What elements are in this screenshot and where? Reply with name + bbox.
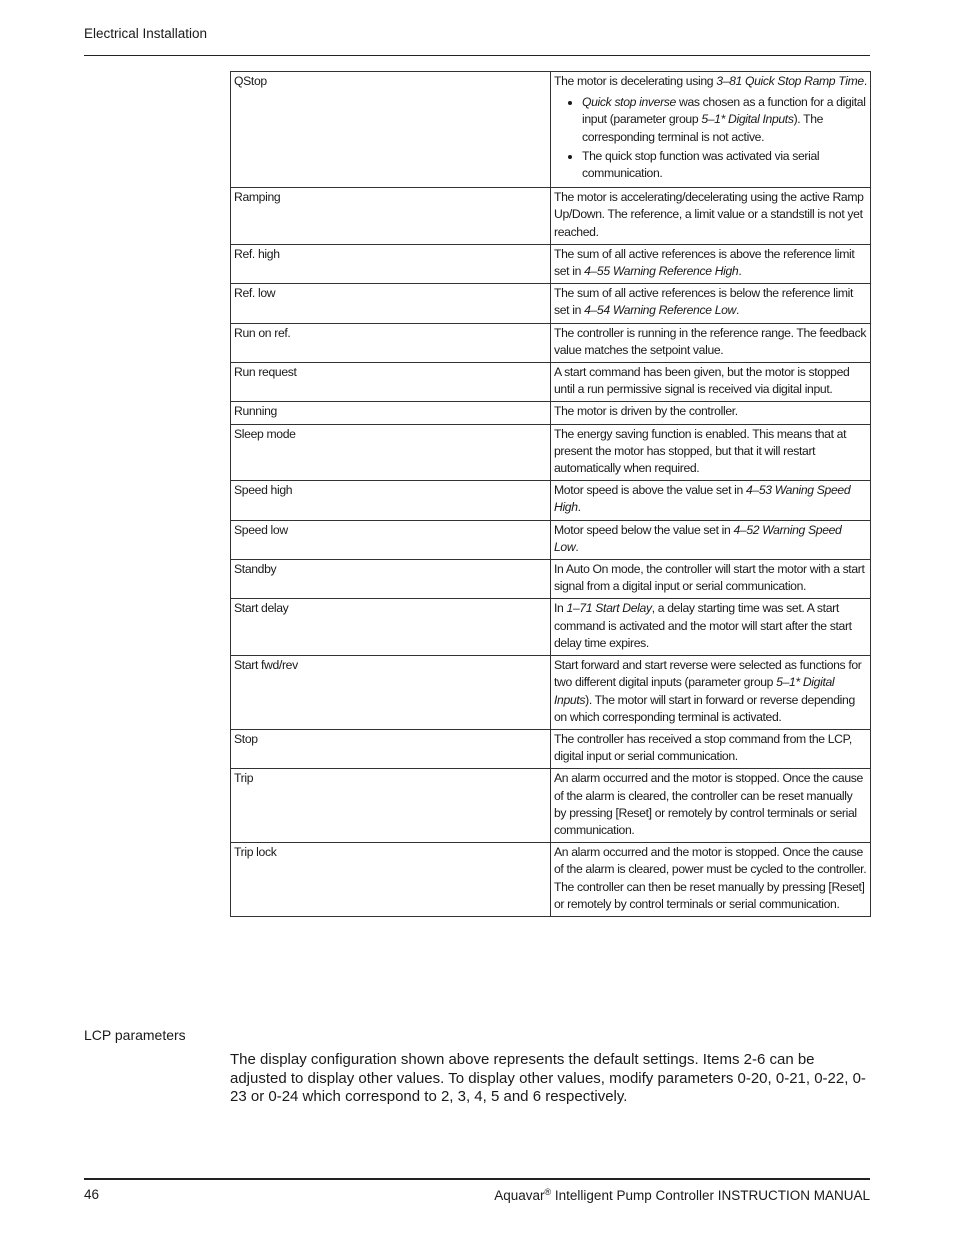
parameter-reference: Quick stop inverse bbox=[582, 95, 676, 110]
bullet-list bbox=[554, 94, 867, 182]
table-row bbox=[231, 769, 871, 843]
state-description bbox=[551, 729, 871, 768]
state-description bbox=[551, 188, 871, 245]
description-text bbox=[554, 522, 867, 556]
state-name: Trip lock bbox=[231, 843, 551, 917]
table-row bbox=[231, 284, 871, 323]
manual-title-text: Intelligent Pump Controller INSTRUCTION MANUAL bbox=[551, 1188, 870, 1203]
table-row bbox=[231, 363, 871, 402]
state-name: Trip bbox=[231, 769, 551, 843]
state-name: Speed high bbox=[231, 481, 551, 520]
parameter-reference: 4–54 Warning Reference Low bbox=[584, 303, 736, 318]
description-text bbox=[554, 73, 867, 90]
text-run: The controller has received a stop command from the LCP, digital input or serial communication. bbox=[554, 731, 852, 764]
state-description bbox=[551, 244, 871, 283]
parameter-reference: 5–1* Digital Inputs bbox=[701, 112, 794, 127]
text-run: Motor speed below the value set in bbox=[554, 522, 734, 537]
state-name: Run request bbox=[231, 363, 551, 402]
table-row bbox=[231, 560, 871, 599]
parameter-reference: 1–71 Start Delay bbox=[566, 601, 652, 616]
state-description bbox=[551, 481, 871, 520]
table-row bbox=[231, 424, 871, 481]
state-name: QStop bbox=[231, 72, 551, 188]
text-run: The quick stop function was activated via serial communication. bbox=[582, 148, 820, 181]
state-name: Standby bbox=[231, 560, 551, 599]
text-run: A start command has been given, but the motor is stopped until a run permissive signal is received via digital input. bbox=[554, 365, 850, 397]
state-description bbox=[551, 424, 871, 481]
table-row bbox=[231, 402, 871, 424]
text-run: . bbox=[577, 500, 581, 515]
table-row bbox=[231, 481, 871, 520]
text-run: An alarm occurred and the motor is stopped. Once the cause of the alarm is cleared, the controller can be reset manually by pressing [Reset] or remotely by control terminals or serial communication. bbox=[554, 771, 863, 837]
table-row bbox=[231, 843, 871, 917]
state-name: Ramping bbox=[231, 188, 551, 245]
table-row bbox=[231, 323, 871, 362]
footer-rule bbox=[84, 1178, 870, 1180]
state-description bbox=[551, 599, 871, 656]
text-run: In bbox=[554, 601, 567, 616]
parameter-reference: 4–52 Warning Speed Low bbox=[554, 522, 842, 554]
lcp-parameters-heading: LCP parameters bbox=[84, 1027, 186, 1043]
parameter-reference: 3–81 Quick Stop Ramp Time bbox=[716, 74, 864, 88]
state-name: Speed low bbox=[231, 520, 551, 559]
description-text bbox=[554, 600, 867, 652]
state-description bbox=[551, 656, 871, 730]
table-row bbox=[231, 188, 871, 245]
description-text bbox=[554, 561, 867, 595]
state-description bbox=[551, 284, 871, 323]
state-description bbox=[551, 769, 871, 843]
state-description bbox=[551, 323, 871, 362]
parameter-reference: 4–55 Warning Reference High bbox=[584, 264, 739, 279]
state-name: Ref. high bbox=[231, 244, 551, 283]
description-text bbox=[554, 657, 867, 726]
table-row bbox=[231, 244, 871, 283]
text-run: was chosen as a function for a digital input (parameter group bbox=[582, 95, 866, 127]
description-text bbox=[554, 731, 867, 765]
text-run: . bbox=[863, 74, 867, 88]
table-row bbox=[231, 656, 871, 730]
text-run: Start forward and start reverse were selected as functions for two different digital inputs (parameter group bbox=[554, 658, 862, 690]
table-row bbox=[231, 599, 871, 656]
text-run: . bbox=[738, 264, 742, 279]
list-item bbox=[582, 148, 867, 182]
table-row bbox=[231, 72, 871, 188]
state-description bbox=[551, 560, 871, 599]
text-run: . bbox=[575, 539, 579, 554]
description-text bbox=[554, 403, 867, 420]
text-run: ). The motor will start in forward or reverse depending on which corresponding terminal is activated. bbox=[554, 692, 855, 724]
text-run: Motor speed is above the value set in bbox=[554, 483, 746, 498]
state-description bbox=[551, 363, 871, 402]
text-run: . bbox=[736, 303, 740, 318]
state-description bbox=[551, 520, 871, 559]
text-run: In Auto On mode, the controller will start the motor with a start signal from a digital input or serial communication. bbox=[554, 562, 865, 594]
registered-mark: ® bbox=[544, 1187, 552, 1197]
description-text bbox=[554, 482, 867, 516]
description-text bbox=[554, 844, 867, 913]
header-rule bbox=[84, 55, 870, 56]
text-run: , a delay starting time was set. A start command is activated and the motor will start after the start delay time expires. bbox=[554, 601, 852, 650]
state-name: Ref. low bbox=[231, 284, 551, 323]
state-description bbox=[551, 72, 871, 188]
text-run: The sum of all active references is below the reference limit set in bbox=[554, 286, 854, 318]
state-name: Running bbox=[231, 402, 551, 424]
brand-name: Aquavar bbox=[494, 1188, 545, 1203]
state-name: Start fwd/rev bbox=[231, 656, 551, 730]
page-number: 46 bbox=[84, 1187, 100, 1202]
list-item bbox=[582, 94, 867, 146]
text-run: The motor is accelerating/decelerating using the active Ramp Up/Down. The reference, a limit value or a standstill is not yet reached. bbox=[554, 190, 864, 239]
text-run: The controller is running in the reference range. The feedback value matches the setpoint value. bbox=[554, 325, 867, 357]
text-run: ). The corresponding terminal is not active. bbox=[582, 112, 824, 144]
running-header: Electrical Installation bbox=[84, 26, 208, 41]
text-run: The energy saving function is enabled. This means that at present the motor has stopped, but that it will restart automatically when required. bbox=[554, 426, 847, 476]
description-text bbox=[554, 364, 867, 398]
table-row bbox=[231, 520, 871, 559]
description-text bbox=[554, 426, 867, 478]
text-run: The motor is decelerating using bbox=[554, 74, 717, 88]
description-text bbox=[554, 189, 867, 241]
lcp-parameters-paragraph: The display configuration shown above represents the default settings. Items 2-6 can be adjusted to display other values. To display other values, modify parameters 0-20, 0-21, 0-22, 0-23 or 0-24 which correspond to 2, 3, 4, 5 and 6 respectively. bbox=[230, 1051, 866, 1105]
state-name: Run on ref. bbox=[231, 323, 551, 362]
state-description bbox=[551, 402, 871, 424]
description-text bbox=[554, 285, 867, 319]
description-text bbox=[554, 246, 867, 280]
manual-title bbox=[494, 1187, 870, 1203]
state-description bbox=[551, 843, 871, 917]
description-text bbox=[554, 325, 867, 359]
parameter-reference: 5–1* Digital Inputs bbox=[554, 675, 835, 707]
text-run: The motor is driven by the controller. bbox=[554, 404, 738, 419]
description-text bbox=[554, 770, 867, 839]
state-name: Stop bbox=[231, 729, 551, 768]
text-run: The sum of all active references is above the reference limit set in bbox=[554, 246, 855, 279]
text-run: An alarm occurred and the motor is stopped. Once the cause of the alarm is cleared, power must be cycled to the controller. The controller can then be reset manually by pressing [Reset] or remotely by control terminals or serial communication. bbox=[554, 845, 867, 911]
state-name: Sleep mode bbox=[231, 424, 551, 481]
controller-states-table bbox=[230, 71, 871, 917]
parameter-reference: 4–53 Waning Speed High bbox=[554, 483, 851, 515]
state-name: Start delay bbox=[231, 599, 551, 656]
table-row bbox=[231, 729, 871, 768]
